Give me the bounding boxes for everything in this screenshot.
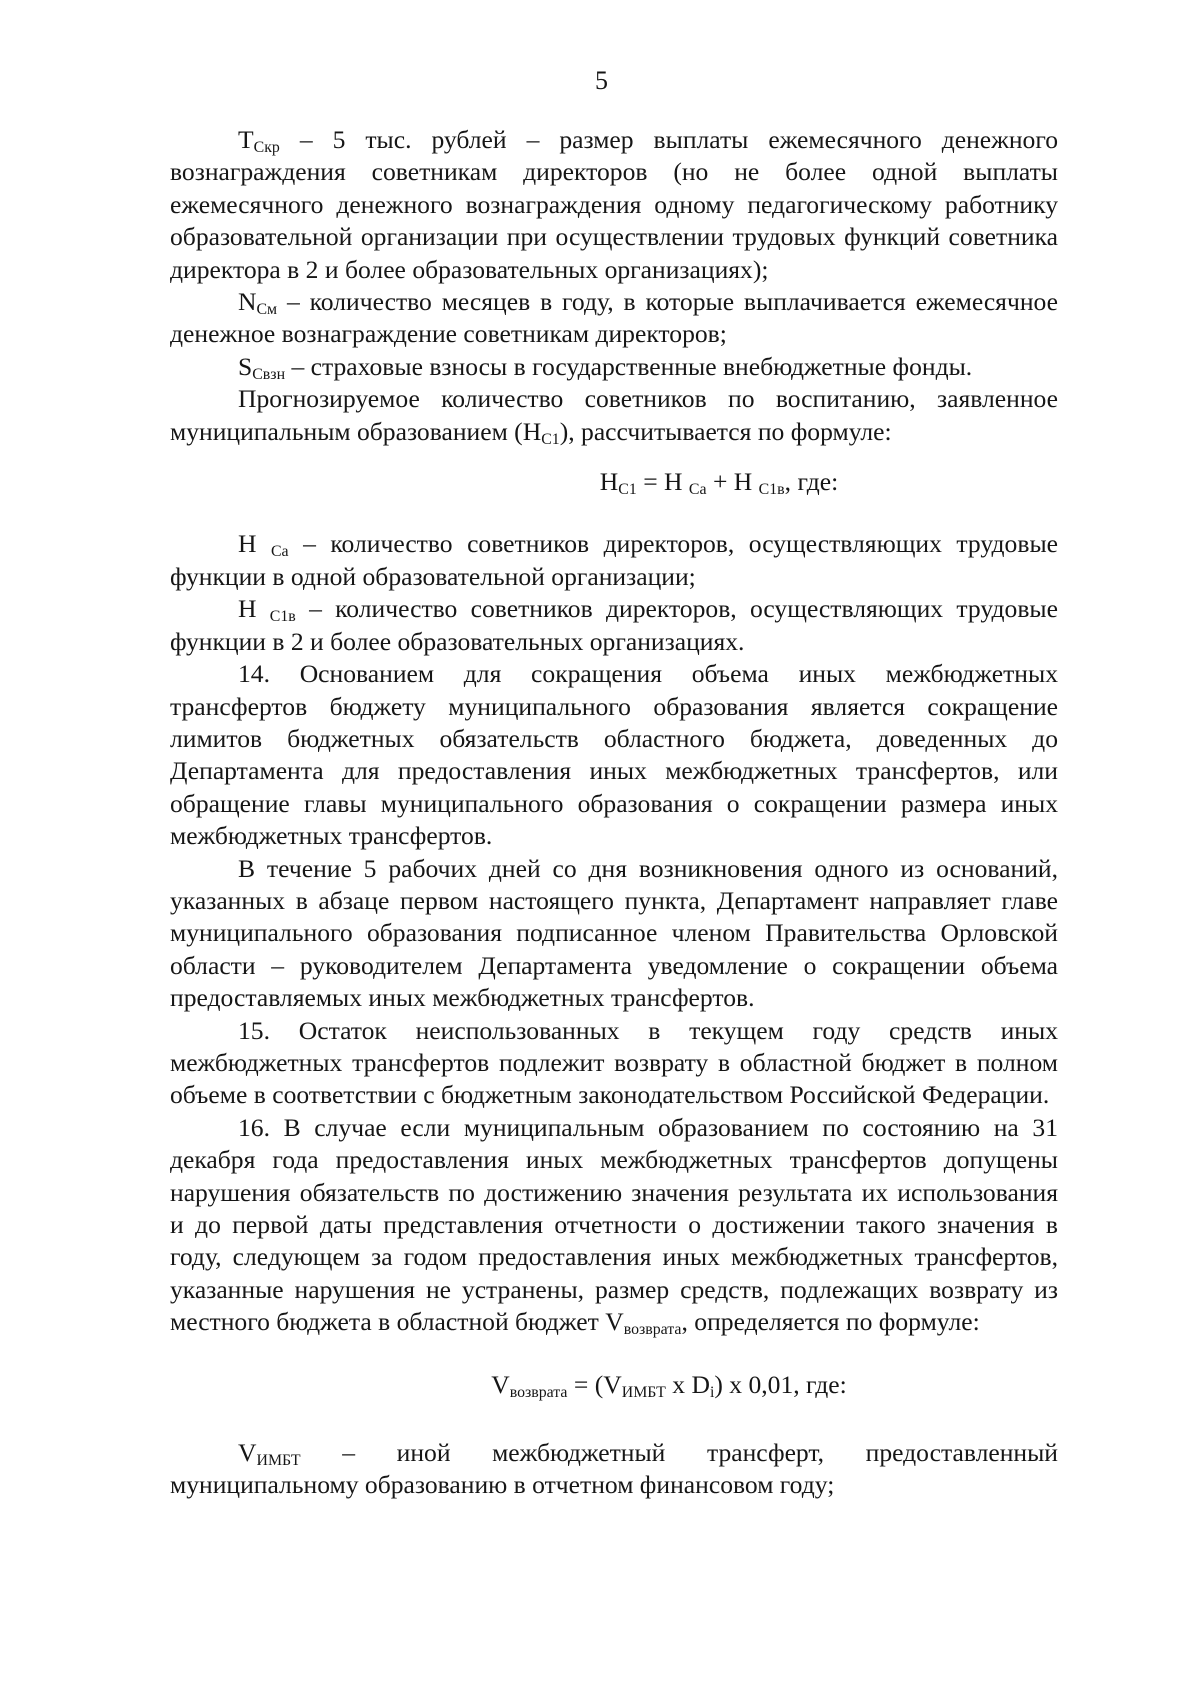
paragraph-15: 15. Остаток неиспользованных в текущем году средств иных межбюджетных трансфертов подлежит возврату в областной бюджет в полном объеме в соответствии с бюджетным законодательством Российской Федерации. [170,1015,1058,1110]
definition-h-ca: Н $_{Са}$ – количество советников директоров, осуществляющих трудовые функции в одной образовательной организации; [170,529,1058,591]
page-number: 5 [595,66,608,95]
formula-h-c1: $Н_{С1} = Н$ $_{Са}$ + Н $_{С1в}$, где: [599,467,839,499]
paragraph-forecast-count: Прогнозируемое количество советников по воспитанию, заявленное муниципальным образованием $(Н_{С1})$, рассчитывается по формуле: [170,384,1058,448]
paragraph-14-notice: В течение 5 рабочих дней со дня возникновения одного из оснований, указанных в абзаце первом настоящего пункта, Департамент направляет главе муниципального образования подписанное членом Правительства Орловской области – руководителем Департамента уведомление о сокращении объема предоставляемых иных межбюджетных трансфертов. [170,853,1058,1013]
definition-s-svzn: $S_{Свзн}$ – страховые взносы в государственные внебюджетные фонды. [238,351,973,383]
definition-h-c1v: Н $_{С1в}$ – количество советников директоров, осуществляющих трудовые функции в 2 и более образовательных организациях. [170,594,1058,656]
document-body [170,124,1058,1502]
definition-n-sm: $N_{См}$ – количество месяцев в году, в которые выплачивается ежемесячное денежное вознаграждение советникам директоров; [170,287,1058,349]
paragraph-14: 14. Основанием для сокращения объема иных межбюджетных трансфертов бюджету муниципального образования является сокращение лимитов бюджетных обязательств областного бюджета, доведенных до Департамента для предоставления иных межбюджетных трансфертов, или обращение главы муниципального образования о сокращении размера иных межбюджетных трансфертов. [170,659,1058,851]
paragraph-16: 16. В случае если муниципальным образованием по состоянию на 31 декабря года предоставления иных межбюджетных трансфертов допущены нарушения обязательств по достижению значения результата их использования и до первой даты представления отчетности о достижении такого значения в году, следующем за годом предоставления иных межбюджетных трансфертов, указанные нарушения не устранены, размер средств, подлежащих возврату из местного бюджета в областной бюджет $V_{возврата}$, определяется по формуле: [170,1112,1058,1339]
definition-v-imbt: $V_{ИМБТ}$ – иной межбюджетный трансферт, предоставленный муниципальному образованию в отчетном финансовом году; [170,1438,1058,1500]
formula-v-vozvrata: $V_{возврата} = (V_{ИМБТ}$ x $D_i$) x 0,01, где: [491,1369,847,1401]
definition-t-skr: $Т_{Скр} - 5$ тыс. рублей – размер выплаты ежемесячного денежного вознаграждения советникам директоров (но не более одной выплаты ежемесячного денежного вознаграждения одному педагогическому работнику образовательной организации при осуществлении трудовых функций советника директора в 2 и более образовательных организациях); [170,125,1058,284]
